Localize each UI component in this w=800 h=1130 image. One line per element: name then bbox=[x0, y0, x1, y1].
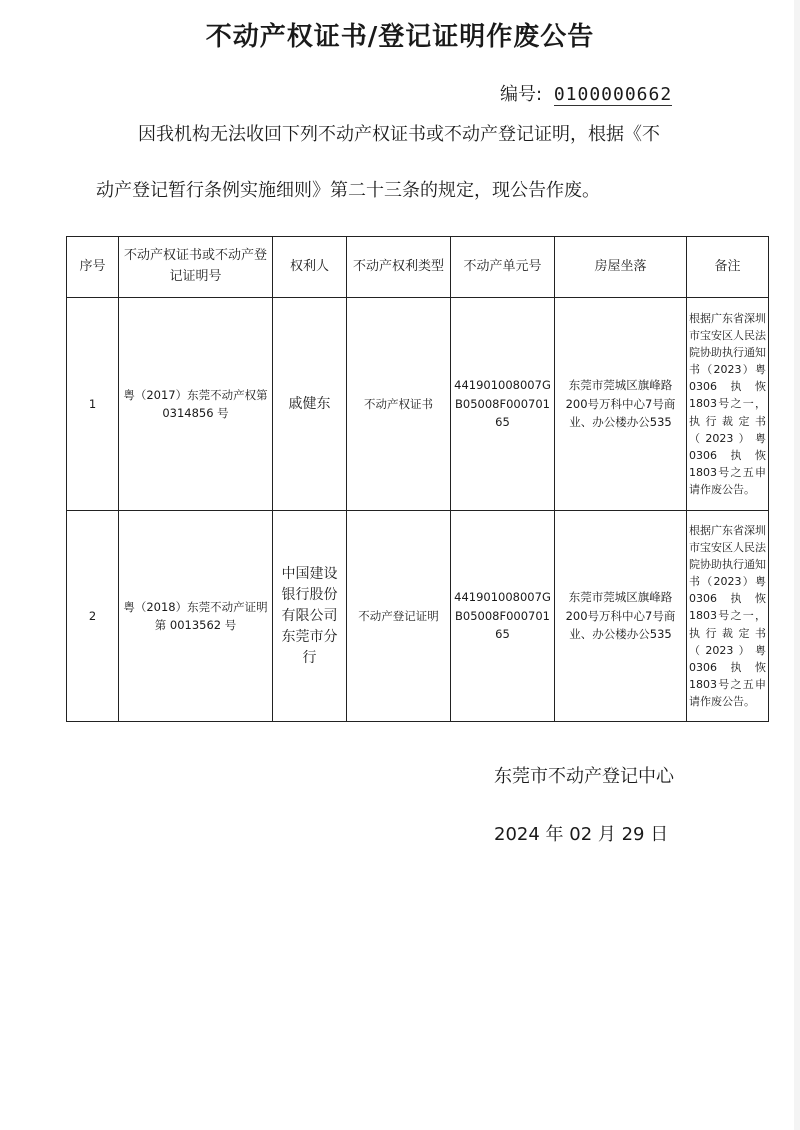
page-edge bbox=[794, 0, 800, 1130]
col-header-type: 不动产权利类型 bbox=[347, 237, 451, 298]
cell-seq: 1 bbox=[67, 298, 119, 511]
col-header-cert: 不动产权证书或不动产登记证明号 bbox=[119, 237, 273, 298]
cell-type: 不动产权证书 bbox=[347, 298, 451, 511]
notice-number-value: 0100000662 bbox=[553, 84, 673, 105]
cell-holder: 中国建设银行股份有限公司东莞市分行 bbox=[273, 511, 347, 722]
cell-cert: 粤（2018）东莞不动产证明第 0013562 号 bbox=[119, 511, 273, 722]
notice-number bbox=[500, 80, 672, 106]
issuer-name: 东莞市不动产登记中心 bbox=[494, 766, 674, 787]
void-certificate-table bbox=[66, 236, 769, 722]
cell-remark: 根据广东省深圳市宝安区人民法院协助执行通知书（2023）粤0306执恢1803号之一，执行裁定书（2023）粤0306执恢1803号之五申请作废公告。 bbox=[687, 511, 769, 722]
intro-paragraph-line2: 动产登记暂行条例实施细则》第二十三条的规定，现公告作废。 bbox=[96, 180, 600, 201]
cell-cert: 粤（2017）东莞不动产权第 0314856 号 bbox=[119, 298, 273, 511]
issue-date: 2024 年 02 月 29 日 bbox=[494, 824, 669, 845]
cell-address: 东莞市莞城区旗峰路200号万科中心7号商业、办公楼办公535 bbox=[555, 511, 687, 722]
col-header-seq: 序号 bbox=[67, 237, 119, 298]
cell-unit: 441901008007GB05008F00070165 bbox=[451, 511, 555, 722]
col-header-address: 房屋坐落 bbox=[555, 237, 687, 298]
intro-paragraph-line1: 因我机构无法收回下列不动产权证书或不动产登记证明，根据《不 bbox=[138, 124, 660, 145]
notice-number-label: 编号: bbox=[500, 84, 543, 105]
cell-holder: 戚健东 bbox=[273, 298, 347, 511]
cell-type: 不动产登记证明 bbox=[347, 511, 451, 722]
cell-address: 东莞市莞城区旗峰路200号万科中心7号商业、办公楼办公535 bbox=[555, 298, 687, 511]
table-header-row bbox=[67, 237, 769, 298]
col-header-holder: 权利人 bbox=[273, 237, 347, 298]
table-row bbox=[67, 511, 769, 722]
col-header-unit: 不动产单元号 bbox=[451, 237, 555, 298]
cell-seq: 2 bbox=[67, 511, 119, 722]
col-header-remark: 备注 bbox=[687, 237, 769, 298]
cell-remark: 根据广东省深圳市宝安区人民法院协助执行通知书（2023）粤0306执恢1803号之一，执行裁定书（2023）粤0306执恢1803号之五申请作废公告。 bbox=[687, 298, 769, 511]
cell-unit: 441901008007GB05008F00070165 bbox=[451, 298, 555, 511]
page-title: 不动产权证书/登记证明作废公告 bbox=[205, 22, 595, 52]
table-row bbox=[67, 298, 769, 511]
